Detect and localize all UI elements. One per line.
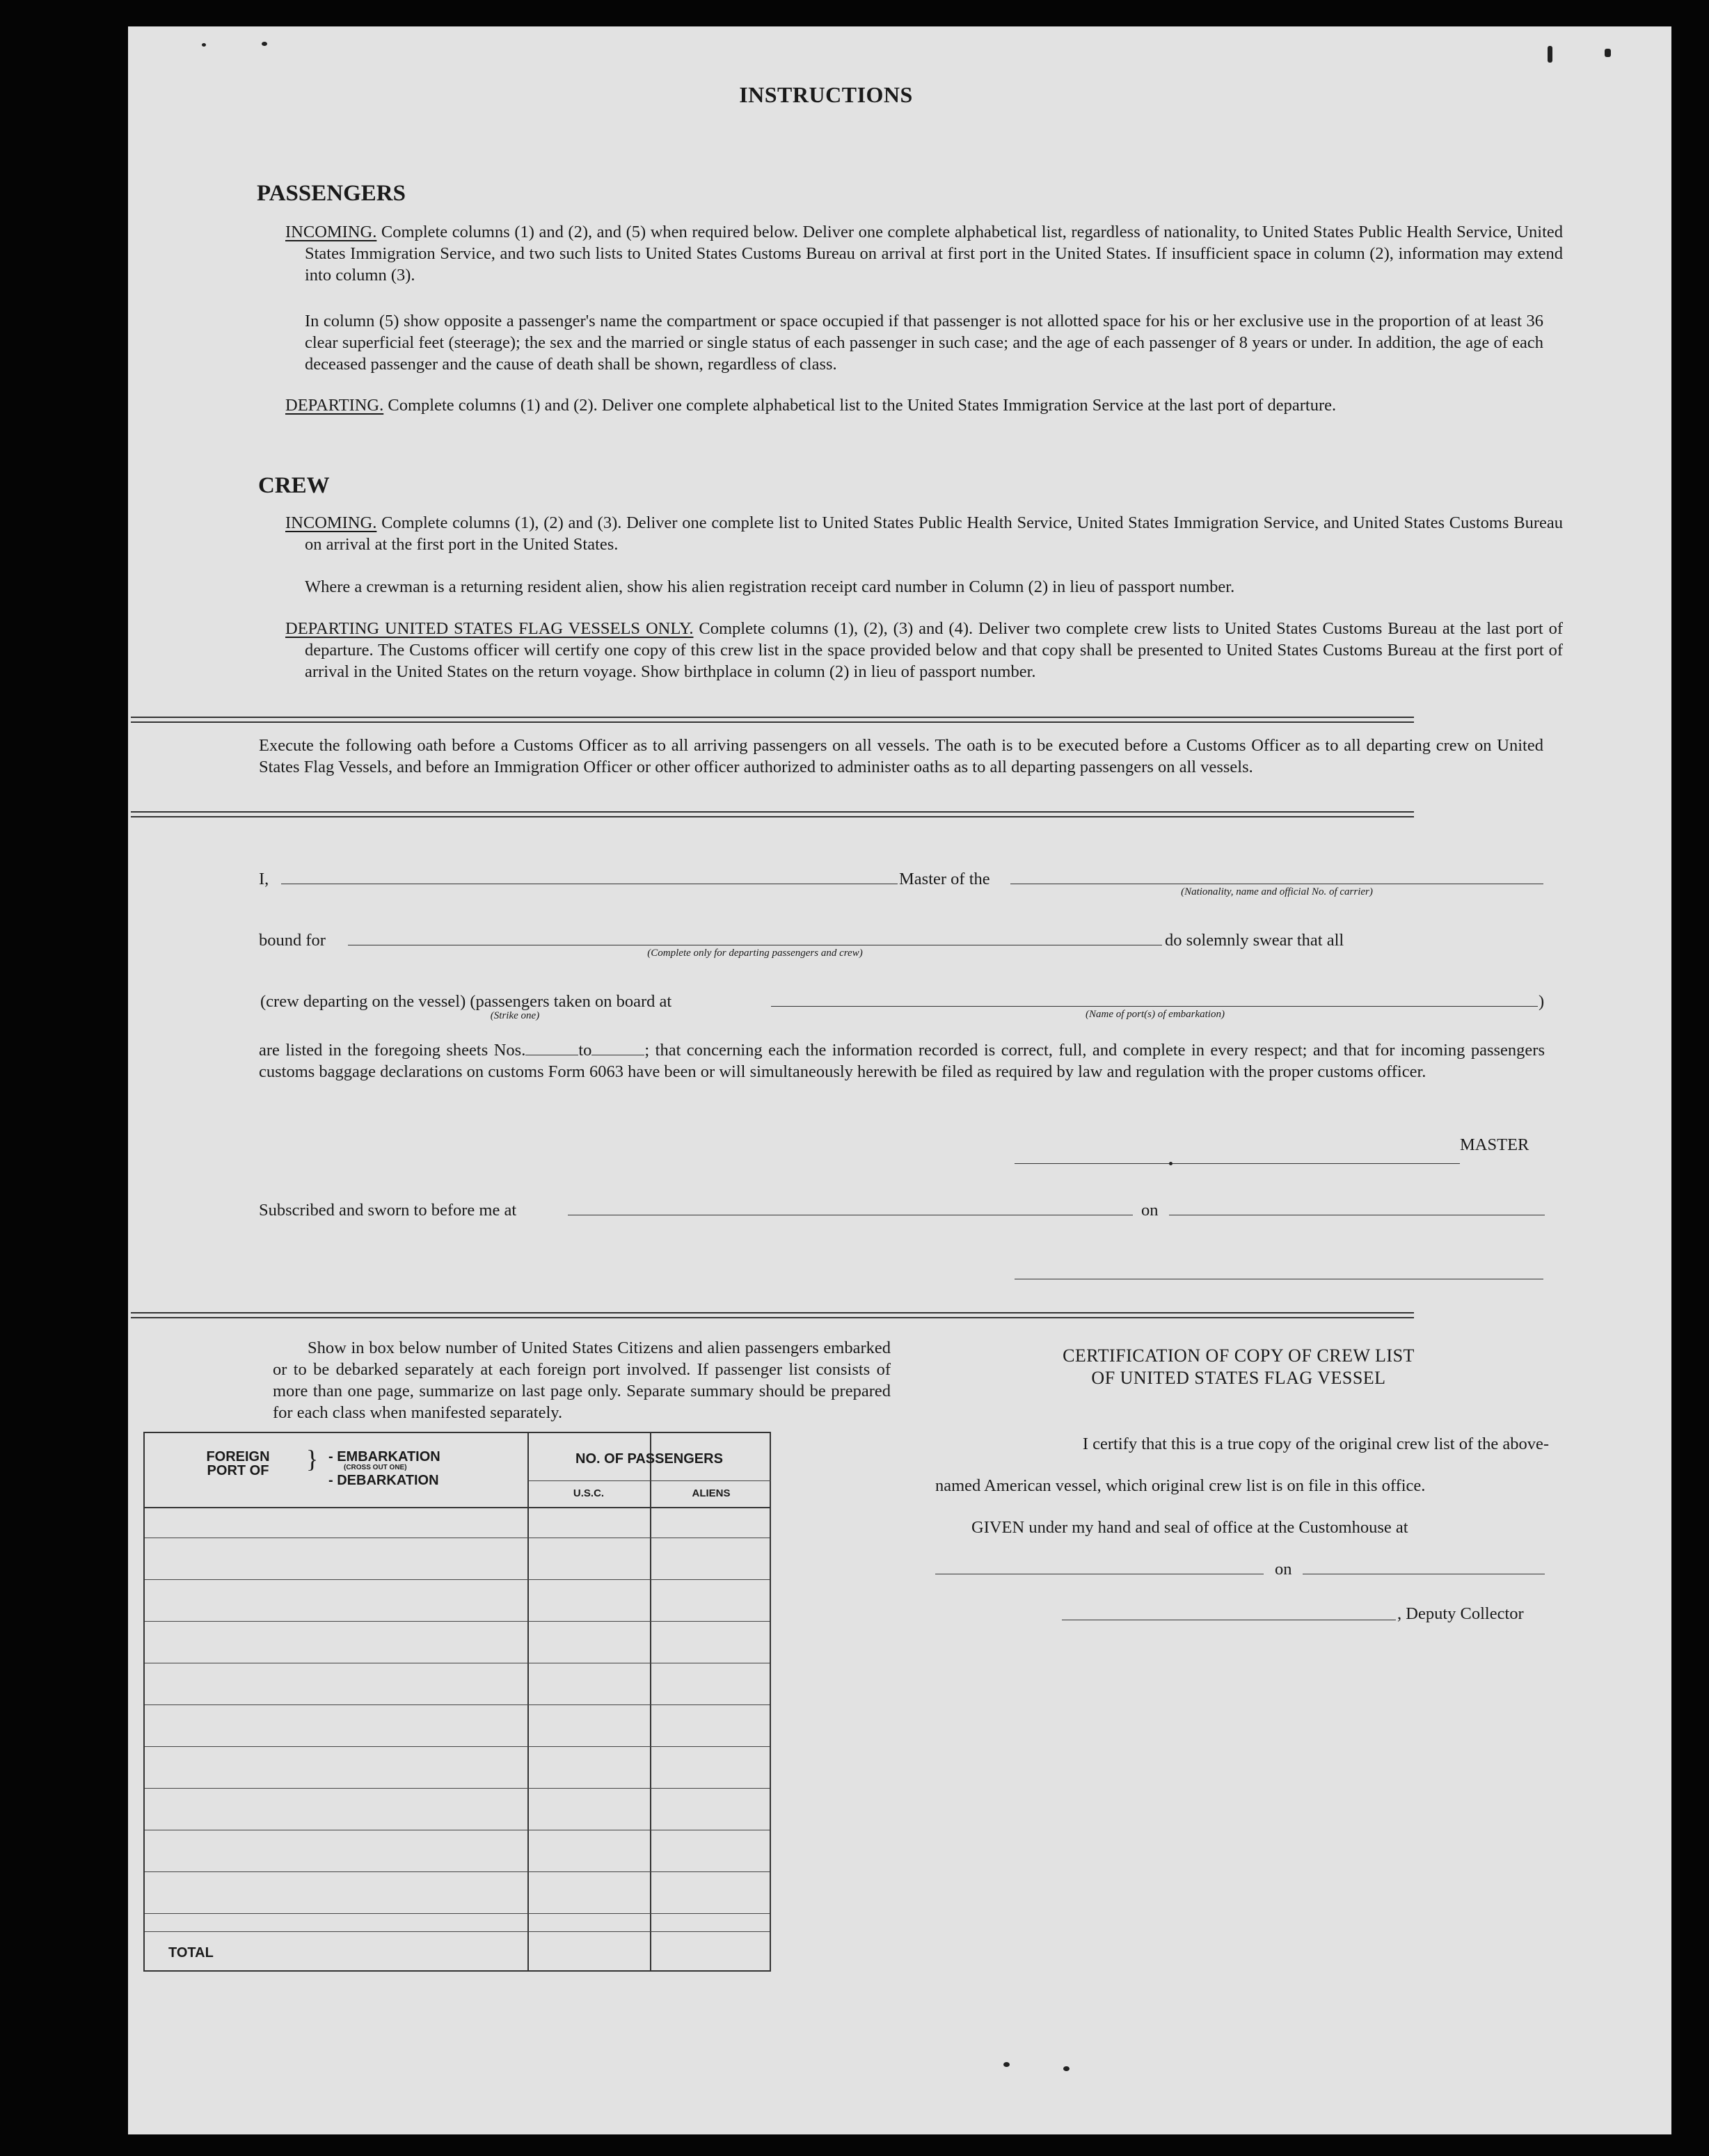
table-row[interactable] [145,1913,770,1914]
table-row[interactable] [145,1788,770,1789]
col-divider [650,1433,651,1970]
table-row[interactable] [145,1871,770,1872]
crew-departing-paragraph [285,618,1563,682]
certification-heading-1: CERTIFICATION OF COPY OF CREW LIST [1063,1345,1415,1366]
certification-on-label: on [1275,1560,1292,1579]
double-rule [131,811,1414,817]
crew-incoming-paragraph [285,512,1563,555]
scan-speck [1605,49,1611,57]
header-rule [145,1507,770,1508]
passenger-summary-table [143,1432,771,1972]
col-divider [527,1433,529,1970]
passengers-departing-text: Complete columns (1) and (2). Deliver one complete alphabetical list to the United States Immigration Service at the last port of departure. [388,396,1337,415]
subscribed-on-label: on [1141,1201,1159,1220]
debarkation-label: - DEBARKATION [328,1473,439,1488]
listed-to: to [578,1041,592,1060]
scan-speck [262,42,267,46]
certification-heading-2: OF UNITED STATES FLAG VESSEL [1091,1368,1386,1388]
passengers-incoming-label: INCOMING. [285,223,377,241]
crew-departing-choice: (crew departing on the vessel) (passengers taken on board at [260,992,672,1011]
usc-header: U.S.C. [573,1487,605,1499]
summary-instructions: Show in box below number of United States Citizens and alien passengers embarked or to be debarked separately at each foreign port involved. If passenger list consists of more than one page, summarize on last page only. Separate summary should be prepared for each class when manifested separately. [273,1339,891,1422]
passengers-departing-label: DEPARTING. [285,396,384,415]
listed-b: ; that concerning each the information recorded is correct, full, and complete in every respect; and that for incoming passengers customs baggage declarations on customs Form 6063 have been or will simultaneously herewith be filed as required by law and regulation with the proper customs officer. [259,1041,1545,1081]
no-passengers-header: NO. OF PASSENGERS [575,1451,723,1467]
listed-a: are listed in the foregoing sheets Nos. [259,1041,526,1060]
table-row[interactable] [145,1621,770,1622]
nationality-hint: (Nationality, name and official No. of carrier) [1181,886,1373,897]
col-foreign-port: FOREIGN PORT OF [206,1449,270,1478]
deputy-collector-label: , Deputy Collector [1397,1604,1524,1623]
passengers-incoming-text: Complete columns (1) and (2), and (5) when required below. Deliver one complete alphabetical list, regardless of nationality, to United States Public Health Service, United States Immigration Service, and two such lists to United States Customs Bureau on arrival at first port in the United States. If insufficient space in column (2), information may extend into column (3). [305,223,1564,285]
crew-incoming-text: Complete columns (1), (2) and (3). Deliver one complete list to United States Public Health Service, United States Immigration Service, and United States Customs Bureau on arrival at the first port in the United States. [305,513,1563,554]
master-label: MASTER [1460,1135,1529,1154]
bound-hint: (Complete only for departing passengers and crew) [647,948,863,959]
crew-departing-text: Complete columns (1), (2), (3) and (4). Deliver two complete crew lists to United States Customs Bureau at the last port of departure. The Customs officer will certify one copy of this crew list in the space provided below and that copy shall be presented to United States Customs Bureau at the first port of arrival in the United States on the return voyage. Show birthplace in column (2) in lieu of passport number. [305,619,1563,681]
table-row[interactable] [145,1579,770,1580]
crew-incoming-label: INCOMING. [285,513,377,532]
swear-text: do solemnly swear that all [1165,931,1344,950]
scan-speck [202,43,206,47]
page-title: INSTRUCTIONS [739,82,913,107]
cross-out-label: (CROSS OUT ONE) [344,1464,407,1471]
sub-header-rule [527,1480,771,1481]
certification-line-2: named American vessel, which original crew list is on file in this office. [935,1476,1426,1495]
double-rule [131,717,1414,723]
scan-speck [1548,46,1552,63]
certification-line-3: GIVEN under my hand and seal of office at the Customhouse at [971,1518,1408,1537]
passengers-departing-paragraph [285,394,1563,416]
passengers-column5-paragraph: In column (5) show opposite a passenger's name the compartment or space occupied if that passenger is not allotted space for his or her exclusive use in the proportion of at least 36 clear superficial feet (steerage); the sex and the married or single status of each passenger in such case; and the age of each passenger of 8 years or under. In addition, the age of each deceased passenger and the cause of death shall be shown, regardless of class. [305,312,1543,374]
passengers-incoming-paragraph [285,221,1563,286]
sheet-to-line[interactable] [591,1042,644,1055]
ports-hint: (Name of port(s) of embarkation) [1086,1009,1225,1020]
double-rule [131,1312,1414,1318]
sheets-paragraph [259,1039,1545,1083]
embarkation-ports-line[interactable] [771,1006,1538,1007]
crew-departing-label: DEPARTING UNITED STATES FLAG VESSELS ONLY. [285,619,694,638]
embarkation-label: - EMBARKATION [328,1449,440,1464]
scan-speck [1003,2062,1010,2067]
master-of-label: Master of the [899,870,990,888]
strike-hint: (Strike one) [490,1010,540,1021]
scan-speck [1063,2066,1070,2071]
table-row[interactable] [145,1704,770,1705]
certification-line-1: I certify that this is a true copy of the original crew list of the above- [1082,1435,1549,1453]
oath-intro-paragraph: Execute the following oath before a Customs Officer as to all arriving passengers on all vessels. The oath is to be executed before a Customs Officer as to all departing crew on United States Flag Vessels, and before an Immigration Officer or other officer authorized to administer oaths as to all departing passengers on all vessels. [259,736,1543,776]
scan-speck [1169,1162,1173,1165]
passengers-heading: PASSENGERS [257,181,406,206]
oath-i-label: I, [259,870,269,888]
crew-resident-paragraph: Where a crewman is a returning resident alien, show his alien registration receipt card number in Column (2) in lieu of passport number. [305,577,1235,596]
master-signature-line[interactable] [1015,1163,1460,1164]
close-paren: ) [1539,992,1545,1011]
table-row[interactable] [145,1931,770,1932]
brace: } [306,1445,319,1473]
crew-heading: CREW [258,473,330,498]
table-row[interactable] [145,1746,770,1747]
sheet-from-line[interactable] [525,1042,578,1055]
aliens-header: ALIENS [692,1487,731,1499]
subscribed-label: Subscribed and sworn to before me at [259,1201,517,1220]
total-label: TOTAL [168,1945,214,1961]
bound-for-label: bound for [259,931,326,950]
